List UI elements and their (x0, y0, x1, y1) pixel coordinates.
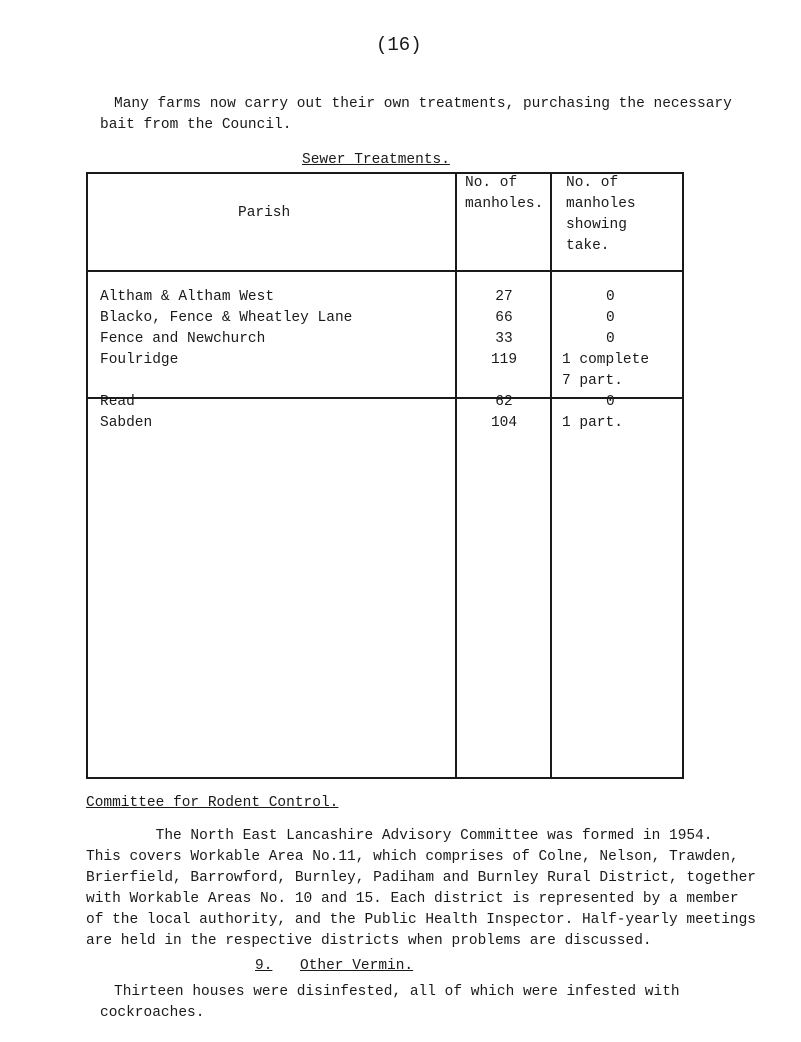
header-take-4: take. (566, 238, 610, 254)
header-manholes-1: No. of (465, 175, 518, 191)
header-take-1: No. of (566, 175, 619, 191)
table-bottom-rule (86, 777, 684, 779)
table-col-rule-2 (550, 172, 552, 779)
row-take: 0 (606, 394, 615, 410)
sewer-treatments-heading: Sewer Treatments. (302, 152, 450, 168)
row-manholes: 119 (490, 352, 518, 368)
row-manholes: 62 (495, 394, 513, 410)
header-take-2: manholes (566, 196, 636, 212)
row-take: 1 part. (562, 415, 623, 431)
row-manholes: 27 (495, 289, 513, 305)
intro-line-1: Many farms now carry out their own treatments, purchasing the necessary (114, 96, 732, 112)
committee-line: Brierfield, Barrowford, Burnley, Padiham and Burnley Rural District, together (86, 870, 757, 886)
committee-line: This covers Workable Area No.11, which comprises of Colne, Nelson, Trawden, (86, 849, 739, 865)
committee-line: with Workable Areas No. 10 and 15. Each district is represented by a member (86, 891, 739, 907)
vermin-line-1: Thirteen houses were disinfested, all of which were infested with (114, 984, 680, 1000)
page-number: (16) (376, 34, 422, 56)
row-parish: Fence and Newchurch (100, 331, 266, 347)
row-take: 7 part. (562, 373, 623, 389)
vermin-line-2: cockroaches. (100, 1005, 205, 1021)
vermin-number: 9. (255, 958, 273, 974)
header-take-3: showing (566, 217, 627, 233)
row-parish: Altham & Altham West (100, 289, 275, 305)
table-left-rule (86, 172, 88, 779)
intro-line-2: bait from the Council. (100, 117, 292, 133)
committee-line: are held in the respective districts when problems are discussed. (86, 933, 652, 949)
table-header-rule (88, 270, 684, 272)
header-manholes-2: manholes. (465, 196, 544, 212)
row-parish: Blacko, Fence & Wheatley Lane (100, 310, 353, 326)
vermin-title: Other Vermin. (300, 958, 414, 974)
row-manholes: 66 (495, 310, 513, 326)
committee-line: The North East Lancashire Advisory Committee was formed in 1954. (86, 828, 713, 844)
row-take: 1 complete (562, 352, 650, 368)
table-section-rule (86, 397, 684, 399)
row-manholes: 33 (495, 331, 513, 347)
table-col-rule-1 (455, 172, 457, 779)
row-parish: Read (100, 394, 135, 410)
committee-line: of the local authority, and the Public Health Inspector. Half-yearly meetings (86, 912, 757, 928)
committee-heading: Committee for Rodent Control. (86, 795, 339, 811)
row-manholes: 104 (490, 415, 518, 431)
table-right-rule (682, 172, 684, 779)
header-parish: Parish (238, 205, 291, 221)
row-take: 0 (606, 310, 615, 326)
row-take: 0 (606, 331, 615, 347)
row-parish: Foulridge (100, 352, 179, 368)
row-take: 0 (606, 289, 615, 305)
row-parish: Sabden (100, 415, 153, 431)
